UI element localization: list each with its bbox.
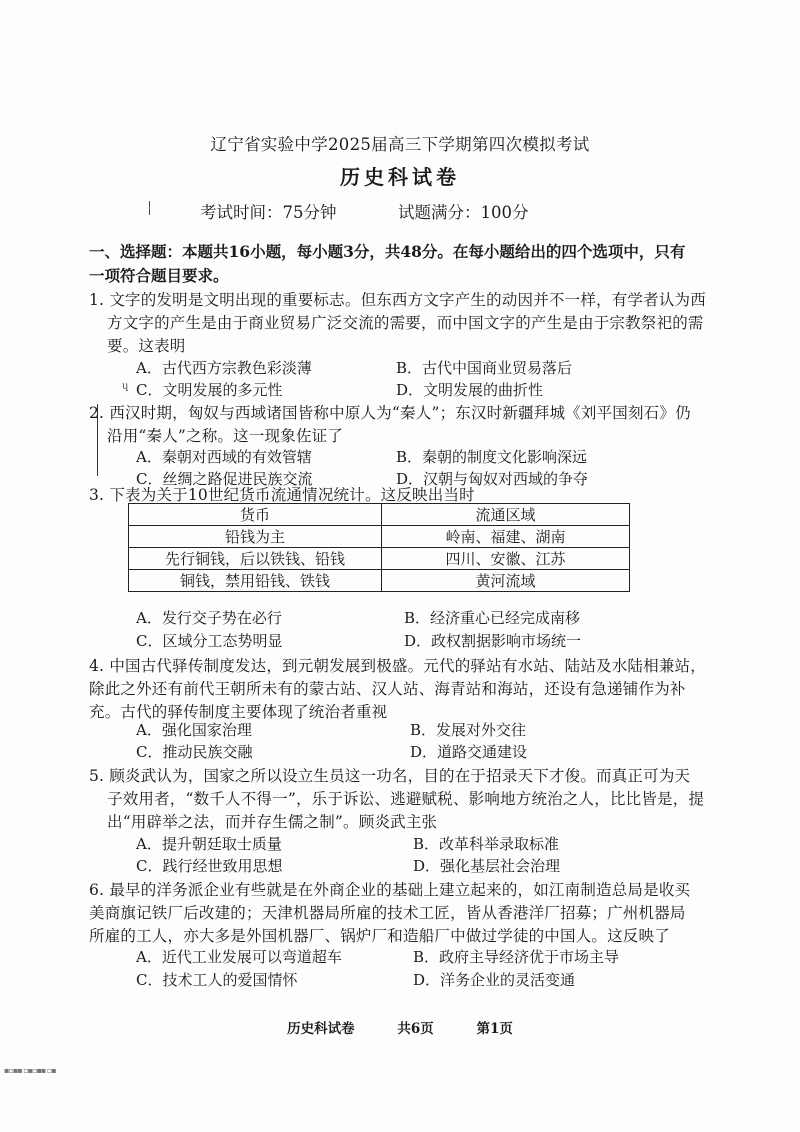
scan-artifact: ▪▫▪▪ ▫▪▫▪▪ ▫▪ — [4, 1066, 56, 1075]
question-3-option-a[interactable]: A．发行交子势在必行 — [136, 609, 282, 627]
question-3-option-c[interactable]: C．区域分工态势明显 — [136, 632, 283, 650]
footer-total-pages: 共6页 — [397, 1021, 434, 1037]
footer-page-number: 第1页 — [476, 1021, 513, 1037]
question-4-option-a[interactable]: A．强化国家治理 — [136, 721, 252, 739]
question-1-text: 1. 文字的发明是文明出现的重要标志。但东西方文字产生的动因并不一样，有学者认为西 — [89, 291, 706, 309]
table-header-region: 流通区域 — [382, 504, 630, 526]
table-cell: 四川、安徽、江苏 — [382, 548, 630, 570]
question-4-text: 除此之外还有前代王朝所未有的蒙古站、汉人站、海青站和海站，还设有急递铺作为补 — [89, 680, 686, 698]
table-row — [129, 526, 630, 548]
question-1-option-c[interactable]: C．文明发展的多元性 — [136, 381, 283, 399]
table-row — [129, 548, 630, 570]
section-heading: 一、选择题：本题共16小题，每小题3分，共48分。在每小题给出的四个选项中，只有 — [89, 242, 686, 261]
exam-full-score: 试题满分：100分 — [398, 203, 529, 222]
question-2-option-b[interactable]: B．秦朝的制度文化影响深远 — [396, 448, 588, 466]
question-5-text: 5. 顾炎武认为，国家之所以设立生员这一功名，目的在于招录天下才俊。而真正可为天 — [89, 767, 691, 785]
question-1-option-d[interactable]: D．文明发展的曲折性 — [396, 381, 544, 399]
question-4-option-d[interactable]: D．道路交通建设 — [410, 743, 528, 761]
table-cell: 先行铜钱，后以铁钱、铅钱 — [129, 548, 382, 570]
question-2-option-d[interactable]: D．汉朝与匈奴对西域的争夺 — [396, 470, 589, 488]
question-1-text: 要。这表明 — [107, 337, 186, 355]
table-row — [129, 570, 630, 592]
question-1-option-b[interactable]: B．古代中国商业贸易落后 — [396, 359, 573, 377]
question-6-text: 6. 最早的洋务派企业有些就是在外商企业的基础上建立起来的，如江南制造总局是收买 — [89, 881, 691, 899]
question-6-option-d[interactable]: D．洋务企业的灵活变通 — [413, 971, 576, 989]
scan-mark — [149, 201, 150, 215]
table-header-row — [129, 504, 630, 526]
table-cell: 铜钱，禁用铅钱、铁钱 — [129, 570, 382, 592]
question-3-option-b[interactable]: B．经济重心已经完成南移 — [404, 609, 581, 627]
question-6-option-b[interactable]: B．政府主导经济优于市场主导 — [413, 948, 620, 966]
question-4-text: 4. 中国古代驿传制度发达，到元朝发展到极盛。元代的驿站有水站、陆站及水陆相兼站， — [89, 657, 706, 675]
question-5-option-b[interactable]: B．改革科举录取标准 — [413, 835, 560, 853]
pen-mark: ɥ — [122, 381, 129, 392]
question-5-text: 出“用辟举之法，而并存生儒之制”。顾炎武主张 — [107, 813, 438, 831]
question-5-option-a[interactable]: A．提升朝廷取士质量 — [136, 835, 282, 853]
currency-table — [128, 503, 630, 592]
footer-subject: 历史科试卷 — [287, 1021, 355, 1037]
question-2-text: 沿用“秦人”之称。这一现象佐证了 — [107, 427, 344, 445]
question-5-option-c[interactable]: C．践行经世致用思想 — [136, 857, 283, 875]
page-footer — [0, 1017, 800, 1037]
question-2-option-a[interactable]: A．秦朝对西域的有效管辖 — [136, 448, 312, 466]
question-6-option-c[interactable]: C．技术工人的爱国情怀 — [136, 971, 298, 989]
question-3-text: 3. 下表为关于10世纪货币流通情况统计。这反映出当时 — [89, 486, 475, 504]
table-cell: 铅钱为主 — [129, 526, 382, 548]
question-6-text: 美商旗记铁厂后改建的；天津机器局所雇的技术工匠，皆从香港洋厂招募；广州机器局 — [89, 904, 686, 922]
question-6-text: 所雇的工人，亦大多是外国机器厂、锅炉厂和造船厂中做过学徒的中国人。这反映了 — [89, 927, 670, 945]
section-heading-cont: 一项符合题目要求。 — [89, 266, 229, 285]
question-1-text: 方文字的产生是由于商业贸易广泛交流的需要，而中国文字的产生是由于宗教祭祀的需 — [107, 314, 704, 332]
question-2-option-c[interactable]: C．丝绸之路促进民族交流 — [136, 470, 313, 488]
question-2-text: 2. 西汉时期，匈奴与西域诸国皆称中原人为“秦人”；东汉时新疆拜城《刘平国刻石》仍 — [89, 404, 691, 422]
table-cell: 岭南、福建、湖南 — [382, 526, 630, 548]
question-6-option-a[interactable]: A．近代工业发展可以弯道超车 — [136, 948, 342, 966]
question-1-option-a[interactable]: A．古代西方宗教色彩淡薄 — [136, 359, 312, 377]
question-5-text: 子效用者，“数千人不得一”，乐于诉讼、逃避赋税、影响地方统治之人，比比皆是，提 — [107, 790, 705, 808]
question-5-option-d[interactable]: D．强化基层社会治理 — [413, 857, 561, 875]
exam-time: 考试时间：75分钟 — [200, 203, 337, 222]
question-3-option-d[interactable]: D．政权割据影响市场统一 — [404, 632, 582, 650]
table-header-currency: 货币 — [129, 504, 382, 526]
question-4-option-c[interactable]: C．推动民族交融 — [136, 743, 253, 761]
question-4-option-b[interactable]: B．发展对外交往 — [410, 721, 527, 739]
table-cell: 黄河流域 — [382, 570, 630, 592]
question-4-text: 充。古代的驿传制度主要体现了统治者重视 — [89, 703, 388, 721]
exam-subject-title: 历史科试卷 — [340, 165, 460, 189]
exam-title: 辽宁省实验中学2025届高三下学期第四次模拟考试 — [210, 135, 590, 154]
